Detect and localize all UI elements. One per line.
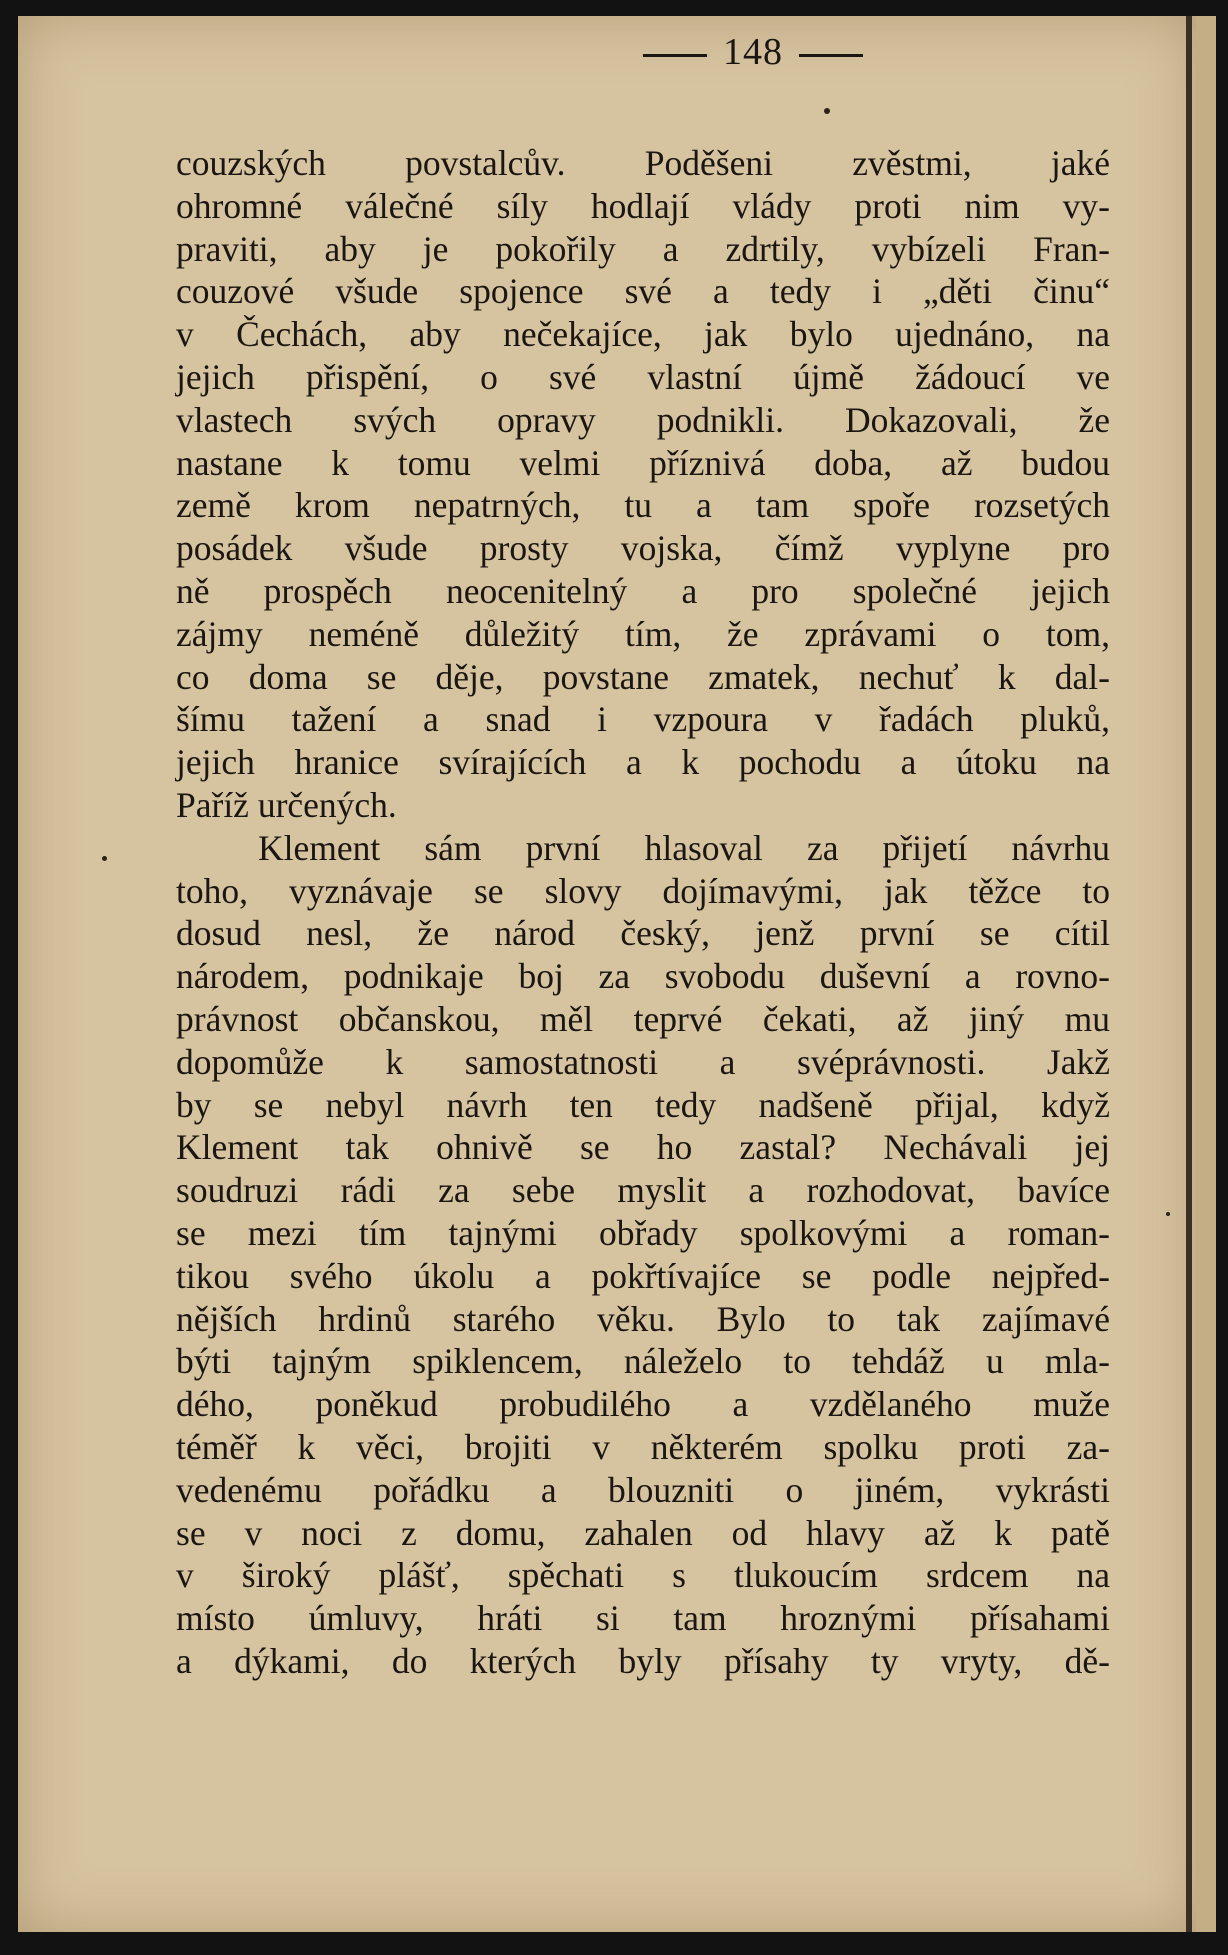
text-line: soudruzi rádi za sebe myslit a rozhodovat, bavíce [176, 1170, 1110, 1211]
text-line: vlastech svých opravy podnikli. Dokazovali, že [176, 399, 1110, 440]
text-line: se v noci z domu, zahalen od hlavy až k patě [176, 1512, 1110, 1553]
text-line: couzských povstalcův. Poděšeni zvěstmi, jaké [176, 143, 1110, 183]
text-line: Paříž určených. [176, 784, 397, 825]
header-dash-right [799, 54, 863, 57]
text-line: dopomůže k samostatnosti a svéprávnosti. Jakž [176, 1041, 1110, 1082]
paper-speck [1166, 1212, 1170, 1216]
text-line: tikou svého úkolu a pokřtívajíce se podle nejpřed- [176, 1255, 1110, 1296]
text-line: dosud nesl, že národ český, jenž první se cítil [176, 913, 1110, 954]
text-line: dého, poněkud probudilého a vzdělaného muže [176, 1384, 1110, 1425]
text-line: šímu tažení a snad i vzpoura v řadách pluků, [176, 699, 1110, 740]
text-line: téměř k věci, brojiti v některém spolku proti za- [176, 1426, 1110, 1467]
header-dash-left [643, 54, 707, 57]
text-line: zájmy neméně důležitý tím, že zprávami o tom, [176, 613, 1110, 654]
text-line: v široký plášť, spěchati s tlukoucím srdcem na [176, 1555, 1110, 1596]
text-line: jejich přispění, o své vlastní újmě žádoucí ve [176, 356, 1110, 397]
text-line: couzové všude spojence své a tedy i „děti činu“ [176, 271, 1110, 312]
text-line: praviti, aby je pokořily a zdrtily, vybízeli Fran- [176, 228, 1110, 269]
text-line: toho, vyznávaje se slovy dojímavými, jak těžce to [176, 870, 1110, 911]
text-line: Klement tak ohnivě se ho zastal? Nechávali jej [176, 1127, 1110, 1168]
text-line: nějších hrdinů starého věku. Bylo to tak zajímavé [176, 1298, 1110, 1339]
text-line: ohromné válečné síly hodlají vlády proti nim vy- [176, 185, 1110, 226]
page-edge-shadow [1186, 16, 1192, 1932]
text-line: se mezi tím tajnými obřady spolkovými a roman- [176, 1212, 1110, 1253]
text-line: by se nebyl návrh ten tedy nadšeně přijal, když [176, 1084, 1110, 1125]
page-edge [1196, 16, 1216, 1932]
page-text [176, 142, 1110, 1683]
text-line: vedenému pořádku a blouzniti o jiném, vykrásti [176, 1469, 1110, 1510]
text-line: a dýkami, do kterých byly přísahy ty vryty, dě- [176, 1640, 1110, 1681]
paper-speck [102, 856, 107, 861]
text-line: býti tajným spiklencem, náleželo to tehdáž u mla- [176, 1341, 1110, 1382]
text-line: ně prospěch neocenitelný a pro společné jejich [176, 570, 1110, 611]
text-line: právnost občanskou, měl teprvé čekati, až jiný mu [176, 998, 1110, 1039]
text-line: co doma se děje, povstane zmatek, nechuť k dal- [176, 656, 1110, 697]
text-line: národem, podnikaje boj za svobodu duševní a rovno- [176, 956, 1110, 997]
text-line: nastane k tomu velmi příznivá doba, až budou [176, 442, 1110, 483]
text-line: jejich hranice svírajících a k pochodu a útoku na [176, 742, 1110, 783]
text-line: v Čechách, aby nečekajíce, jak bylo ujednáno, na [176, 314, 1110, 355]
text-line: posádek všude prosty vojska, čímž vyplyne pro [176, 528, 1110, 569]
text-line: země krom nepatrných, tu a tam spoře rozsetých [176, 485, 1110, 526]
text-line: místo úmluvy, hráti si tam hroznými přísahami [176, 1598, 1110, 1639]
page-header [0, 30, 1228, 74]
text-line: Klement sám první hlasoval za přijetí návrhu [258, 827, 1110, 868]
page-number: 148 [723, 31, 783, 73]
paper-speck [824, 108, 830, 114]
